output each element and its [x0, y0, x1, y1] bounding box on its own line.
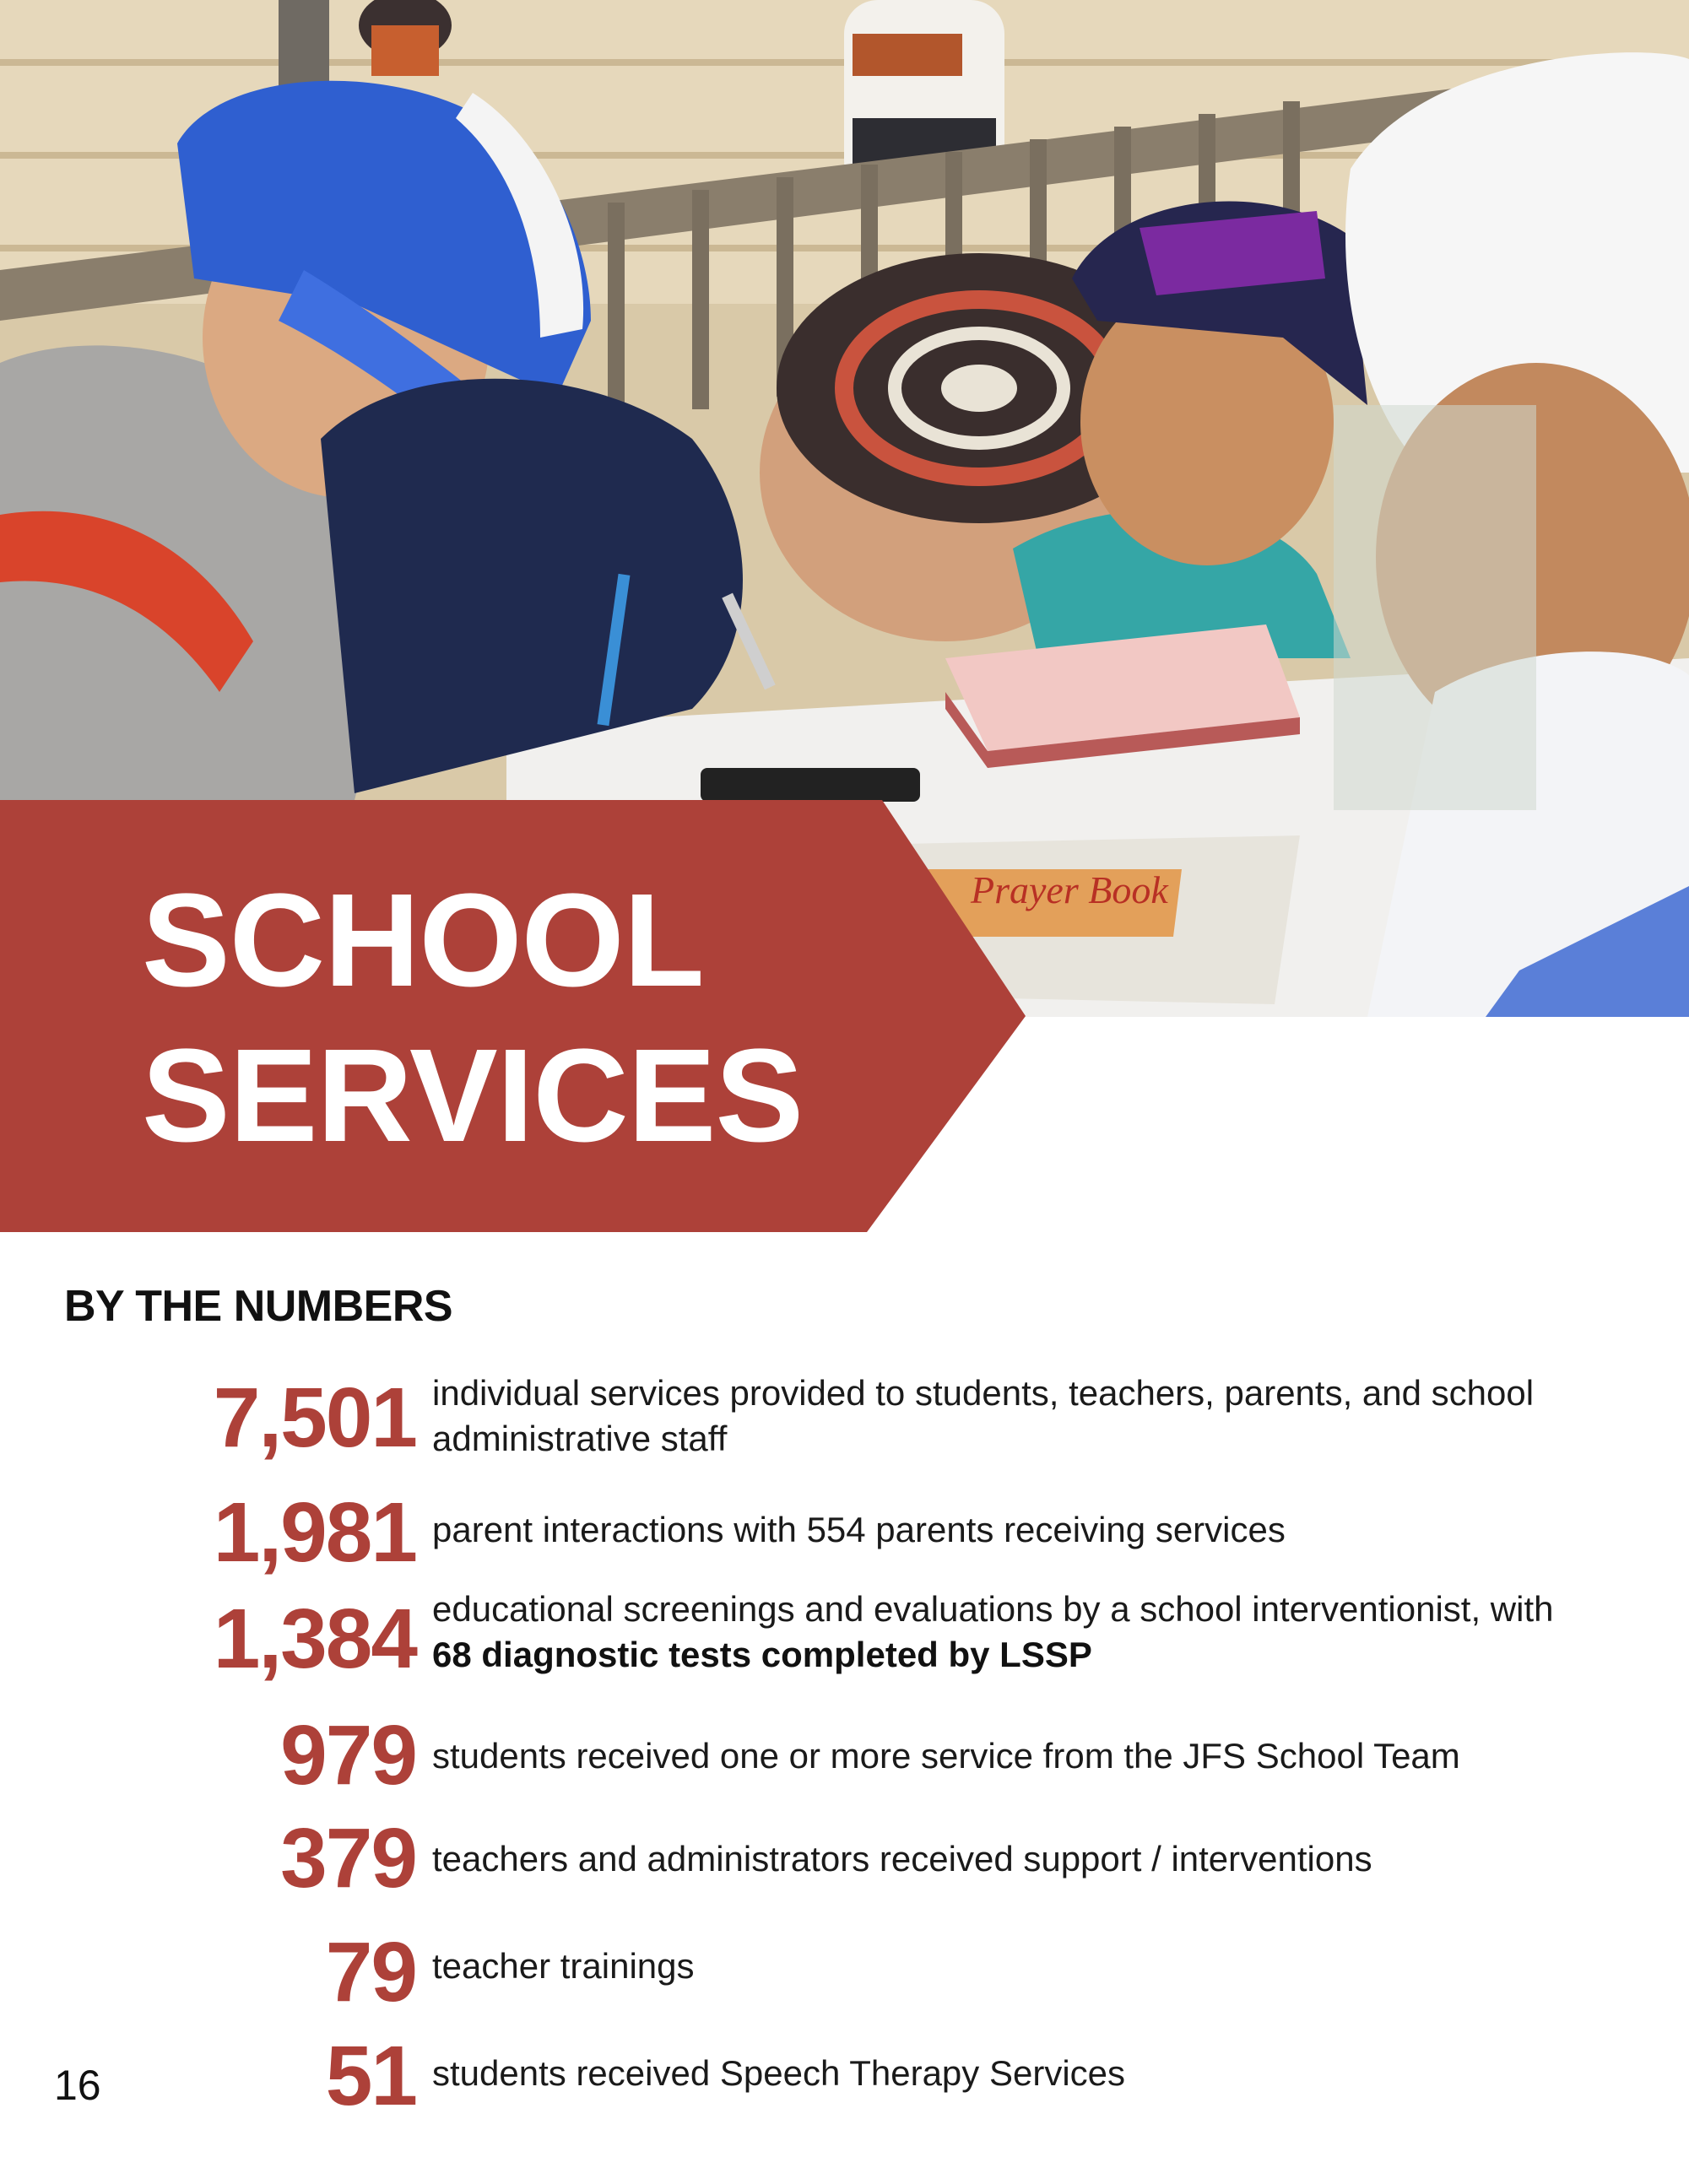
stat-description: teacher trainings [432, 1946, 695, 1986]
title-line-2: SERVICES [142, 1022, 804, 1170]
stat-description-line: individual services provided to students, teachers, parents, and school [432, 1373, 1535, 1413]
stat-number: 79 [325, 1925, 416, 2019]
stat-number: 51 [325, 2029, 416, 2123]
section-heading: BY THE NUMBERS [64, 1282, 453, 1331]
stat-description-line: administrative staff [432, 1419, 728, 1458]
stat-description-bold: 68 diagnostic tests completed by LSSP [432, 1635, 1092, 1674]
stat-description: students received Speech Therapy Services [432, 2053, 1126, 2093]
stat-number: 379 [280, 1811, 416, 1906]
stat-number: 979 [280, 1708, 416, 1803]
stat-number: 1,384 [213, 1592, 416, 1686]
stat-description: teachers and administrators received support / interventions [432, 1839, 1372, 1879]
page-number: 16 [54, 2062, 101, 2109]
prayer-book-title: Prayer Book [971, 868, 1168, 911]
stat-description: parent interactions with 554 parents receiving services [432, 1510, 1286, 1549]
stat-description-line: educational screenings and evaluations by a school interventionist, with [432, 1589, 1554, 1629]
stat-description [432, 1370, 1614, 1462]
stat-description [432, 1587, 1614, 1678]
stat-number: 1,981 [213, 1485, 416, 1580]
stat-number: 7,501 [213, 1370, 416, 1465]
title-line-1: SCHOOL [142, 867, 704, 1014]
stat-description: students received one or more service from the JFS School Team [432, 1736, 1460, 1776]
page-title [142, 863, 803, 1174]
